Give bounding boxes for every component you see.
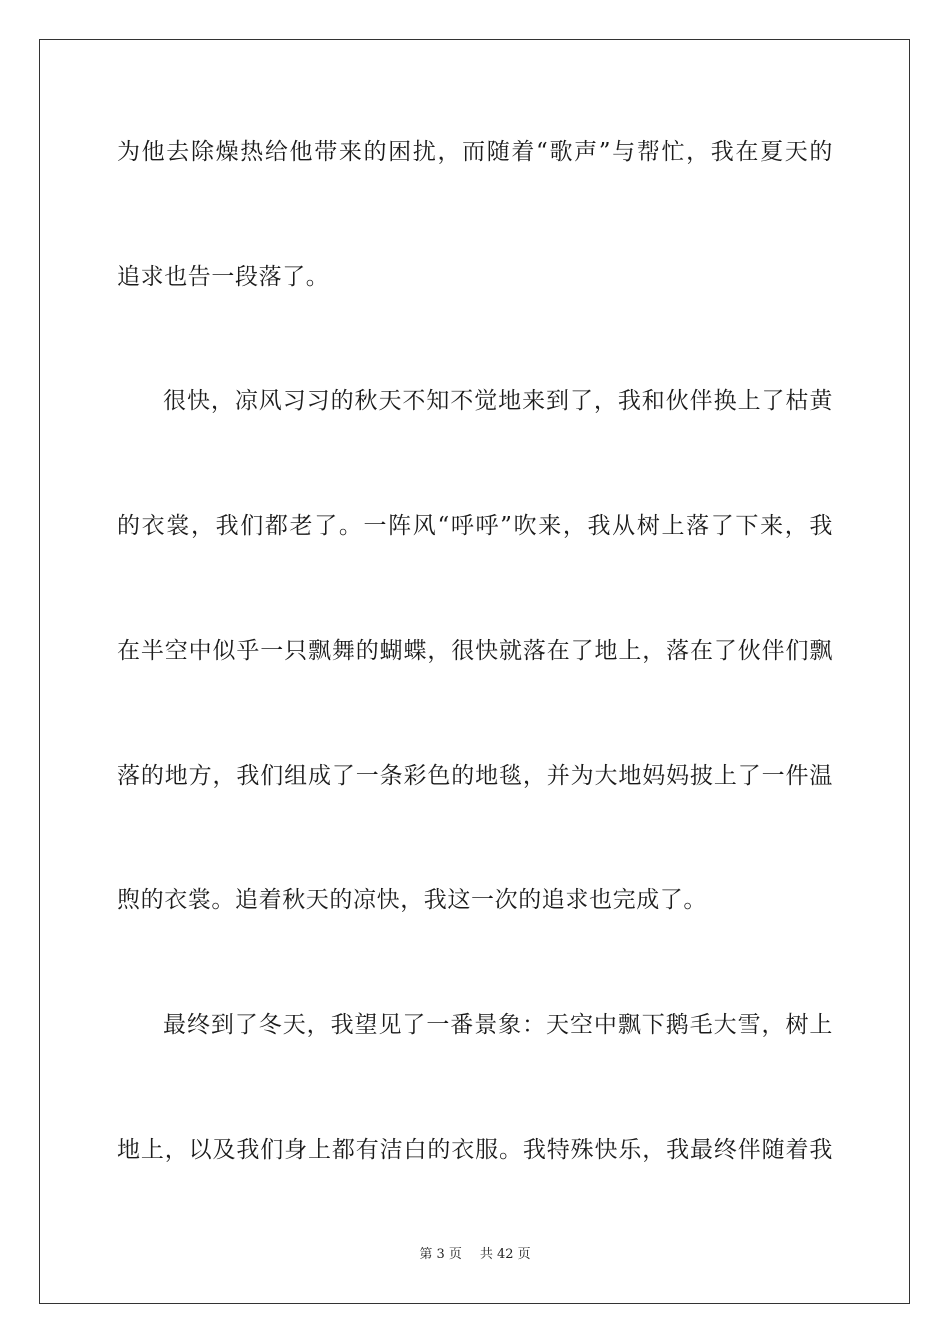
text-line-1: 为他去除燥热给他带来的困扰，而随着“歌声”与帮忙，我在夏天的 [117, 139, 833, 165]
text-line-5: 在半空中似乎一只飘舞的蝴蝶，很快就落在了地上，落在了伙伴们飘 [117, 638, 833, 664]
text-line-6: 落的地方，我们组成了一条彩色的地毯，并为大地妈妈披上了一件温 [117, 763, 833, 789]
page-number: 第 3 页 [419, 1247, 462, 1262]
text-line-4: 的衣裳，我们都老了。一阵风“呼呼”吹来，我从树上落了下来，我 [117, 513, 833, 539]
page-footer [0, 1247, 950, 1263]
text-line-3: 很快，凉风习习的秋天不知不觉地来到了，我和伙伴换上了枯黄 [163, 388, 833, 414]
page-border [39, 39, 910, 1304]
text-line-8: 最终到了冬天，我望见了一番景象：天空中飘下鹅毛大雪，树上 [163, 1012, 833, 1038]
text-line-2: 追求也告一段落了。 [117, 264, 330, 290]
text-line-7: 煦的衣裳。追着秋天的凉快，我这一次的追求也完成了。 [117, 887, 707, 913]
page-total: 共 42 页 [479, 1247, 531, 1262]
text-line-9: 地上，以及我们身上都有洁白的衣服。我特殊快乐，我最终伴随着我 [117, 1137, 833, 1163]
